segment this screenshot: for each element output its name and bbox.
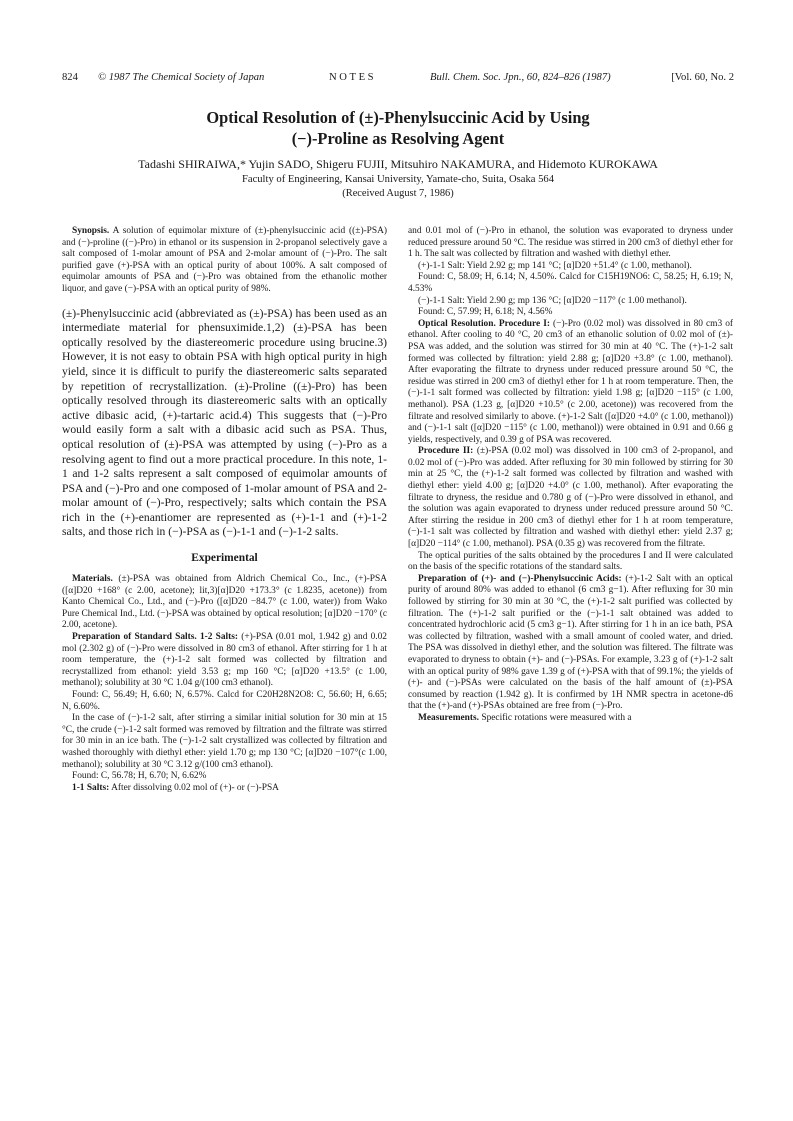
measurements-paragraph: [408, 713, 733, 725]
synopsis: [62, 226, 387, 296]
running-header: [62, 72, 734, 88]
article-title-line2: (−)-Proline as Resolving Agent: [291, 129, 505, 148]
preparation-heading: Preparation of Standard Salts. 1-2 Salts:: [72, 632, 239, 643]
measurements-text: Specific rotations were measured with a: [481, 712, 632, 723]
plus-11-salt: (+)-1-1 Salt: Yield 2.92 g; mp 141 °C; [α]D20 +51.4° (c 1.00, methanol).: [418, 260, 692, 271]
synopsis-text: A solution of equimolar mixture of (±)-phenylsuccinic acid ((±)-PSA) and (−)-proline ((−)-Pro) in ethanol or its suspension in 2-propanol selectively gave a salt composed of 1-molar amount of PSA and 2-molar amount of (−)-Pro. The salt purified gave (+)-PSA with an optical purity of about 100%. A salt composed of equimolar amounts of PSA and (−)-Pro was obtained from the ethanolic mother liquor, and gave (−)-PSA with an optical purity of 98%.: [62, 226, 388, 294]
journal-citation: Bull. Chem. Soc. Jpn., 60, 824–826 (1987): [430, 72, 611, 83]
continued-paragraph: and 0.01 mol of (−)-Pro in ethanol, the solution was evaporated to dryness under reduced pressure around 50 °C. The residue was stirred in 200 cm3 of diethyl ether for 1 h. The salt was collected by filtration and washed with diethyl ether.: [408, 226, 733, 260]
salts-11-paragraph: [62, 783, 387, 795]
preparation-paragraph: [62, 632, 387, 690]
salts-11-heading: 1-1 Salts:: [72, 782, 110, 793]
materials-heading: Materials.: [72, 574, 113, 585]
procedure-1-heading: Optical Resolution. Procedure I:: [418, 318, 550, 329]
materials-paragraph: [62, 574, 387, 632]
affiliation: Faculty of Engineering, Kansai University, Yamate-cho, Suita, Osaka 564: [241, 174, 555, 185]
procedure-2-paragraph: [408, 446, 733, 550]
procedure-2-text: (±)-PSA (0.02 mol) was dissolved in 100 cm3 of 2-propanol, and 0.02 mol of (−)-Pro was added. After refluxing for 30 min followed by stirring for 30 min at 25 °C, the (+)-1-2 salt formed was collected by filtration and washed with diethyl ether: yield 4.00 g; [α]D20 +4.0° (c 1.00, methanol). After evaporating the filtrate to dryness, the residue and 0.780 g of (−)-Pro were dissolved in ethanol, and the solution was again evaporated to dryness under reduced pressure around 50 °C. After stirring the residue in 200 cm3 of diethyl ether for 1 h at room temperature, (−)-1-1 salt was collected by filtration and washed with diethyl ether: yield 2.37 g; [α]D20 −114° (c 1.00, methanol). PSA (0.35 g) was recovered from the filtrate.: [408, 446, 733, 550]
copyright-notice: © 1987 The Chemical Society of Japan: [98, 72, 265, 83]
procedure-1-text: (−)-Pro (0.02 mol) was dissolved in 80 cm3 of ethanol. After cooling to 40 °C, 20 cm3 of an ethanolic solution of 0.02 mol of (±)-PSA was added, and the solution was stirred for 30 min at 40 °C. The (+)-1-2 salt formed was collected by filtration: yield 2.88 g; [α]D20 +3.8° (c 1.00, methanol). After evaporating the filtrate to dryness under reduced pressure around 50 °C, the residue was stirred in 200 cm3 of diethyl ether for 1 h at room temperature. Then, the (−)-1-1 salt formed was collected by filtration: yield 1.98 g; [α]D20 −115° (c 1.00, methanol). PSA (1.23 g, [α]D20 +10.5° (c 2.00, acetone)) was recovered from the filtrate and resolved similarly to above. (+)-1-2 Salt ([α]D20 +4.0° (c 1.00, methanol)) and (−)-1-1 salt ([α]D20 −115° (c 1.00, methanol)) were obtained in 0.91 and 0.66 g yields, respectively, and 0.39 g of PSA was recovered.: [408, 318, 733, 445]
article-title-line1: Optical Resolution of (±)-Phenylsuccinic Acid by Using: [206, 108, 590, 127]
measurements-heading: Measurements.: [418, 712, 480, 723]
preparation-text: (+)-PSA (0.01 mol, 1.942 g) and 0.02 mol (2.302 g) of (−)-Pro were dissolved in 80 cm3 of ethanol. After stirring for 1 h at room temperature, the (+)-1-2 salt formed was collected by filtration and recrystallized from ethanol: yield 3.53 g; mp 160 °C; [α]D20 +13.5° (c 1.00, methanol); solubility at 30 °C 1.04 g/(100 cm3 ethanol).: [62, 632, 387, 689]
procedure-1-paragraph: [408, 319, 733, 447]
optical-purity-paragraph: The optical purities of the salts obtained by the procedures I and II were calculated on the basis of the specific rotations of the standard salts.: [408, 550, 733, 573]
author-list: Tadashi SHIRAIWA,* Yujin SADO, Shigeru FUJII, Mitsuhiro NAKAMURA, and Hidemoto KUROKAWA: [138, 157, 658, 171]
acid-preparation-heading: Preparation of (+)- and (−)-Phenylsuccinic Acids:: [418, 573, 622, 584]
introduction-paragraph: (±)-Phenylsuccinic acid (abbreviated as (±)-PSA) has been used as an intermediate material for phensuximide.1,2) (±)-PSA has been optically resolved by the diastereomeric procedure using brucine.3) However, it is not easy to obtain PSA with high optical purity in high yield, since it is difficult to purify the diastereomeric salts separated by repetition of recrystallization. (±)-Proline ((±)-Pro) has been optically resolved through its diastereomeric salts with an optically active dibasic acid, (+)-tartaric acid.4) This suggests that (−)-Pro would easily form a salt with a dibasic acid such as PSA. Thus, optical resolution of (±)-PSA was attempted by using (−)-Pro as a resolving agent to find out a more practical procedure. In this note, 1-1 and 1-2 salts represent a salt composed of equimolar amounts of PSA and (−)-Pro and one composed of 1-molar amount of PSA and 2-molar amount of (−)-Pro, respectively; salts which contain the PSA rich in the (+)-enantiomer are represented as (+)-1-1 and (+)-1-2 salts, and those rich in (−)-PSA as (−)-1-1 and (−)-1-2 salts.: [62, 306, 387, 539]
section-label: NOTES: [329, 72, 377, 83]
salts-11-text: After dissolving 0.02 mol of (+)- or (−)-PSA: [111, 782, 279, 793]
acid-preparation-paragraph: [408, 574, 733, 713]
received-date: (Received August 7, 1986): [342, 188, 454, 199]
minus-12-salt-paragraph: In the case of (−)-1-2 salt, after stirring a similar initial solution for 30 min at 15 °C, the crude (−)-1-2 salt formed was removed by filtration and the filtrate was stirred for 30 min in an ice bath. The (−)-1-2 salt crystallized was collected by filtration and washed thoroughly with diethyl ether: yield 1.70 g; mp 130 °C; [α]D20 −107°(c 1.00, methanol); solubility at 30 °C 3.12 g/(100 cm3 ethanol).: [62, 713, 387, 770]
left-column: [62, 226, 387, 794]
materials-text: (±)-PSA was obtained from Aldrich Chemical Co., Inc., (+)-PSA ([α]D20 +168° (c 2.00, acetone); lit,3)[α]D20 +173.3° (c 1.8235, acetone)) from Kanto Chemical Co., Ltd., and (−)-Pro ([α]D20 −84.7° (c 1.00, water)) from Wako Pure Chemical Ind., Ltd. (−)-PSA was obtained by optical resolution; [α]D20 −170° (c 2.00, acetone).: [62, 574, 388, 631]
page-number: 824: [62, 72, 78, 83]
analysis-result-2: Found: C, 56.78; H, 6.70; N, 6.62%: [72, 771, 207, 782]
synopsis-heading: Synopsis.: [72, 226, 110, 236]
volume-issue: [Vol. 60, No. 2: [671, 72, 734, 83]
analysis-result-3: Found: C, 58.09; H, 6.14; N, 4.50%. Calcd for C15H19NO6: C, 58.25; H, 6.19; N, 4.53%: [408, 272, 733, 294]
right-column: [408, 226, 733, 725]
analysis-result-4: Found: C, 57.99; H, 6.18; N, 4.56%: [418, 307, 553, 318]
procedure-2-heading: Procedure II:: [418, 446, 474, 457]
acid-preparation-text: (+)-1-2 Salt with an optical purity of around 80% was added to ethanol (6 cm3 g−1). After refluxing for 30 min followed by stirring for 30 min at 30 °C, the (+)-1-2 salt purified was collected by filtration. The (+)-1-2 salt purified or the (−)-1-1 salt obtained was added to concentrated hydrochloric acid (5 cm3 g−1). After stirring for 1 h in an ice bath, PSA was collected by filtration, washed with a small amount of cooled water, and dried. The PSA was dissolved in diethyl ether, and the solution was filtered. The filtrate was evaporated to dryness to obtain (+)- and (−)-PSAs. For example, 3.23 g of (+)-1-2 salt with an optical purity of 98% gave 1.39 g of (+)-PSA with that of 99.1%; the yields of (+)- and (−)-PSAs were calculated on the basis of the half amount of (±)-PSA consumed by reaction (1.942 g). It is confirmed by 1H NMR spectra in acetone-d6 that the (+)-and (+)-PSAs obtained are free from (−)-Pro.: [408, 573, 734, 712]
minus-11-salt: (−)-1-1 Salt: Yield 2.90 g; mp 136 °C; [α]D20 −117° (c 1.00 methanol).: [418, 295, 687, 306]
experimental-heading: Experimental: [191, 552, 258, 565]
analysis-result-1: Found: C, 56.49; H, 6.60; N, 6.57%. Calcd for C20H28N2O8: C, 56.60; H, 6.65; N, 6.60%.: [62, 690, 387, 712]
